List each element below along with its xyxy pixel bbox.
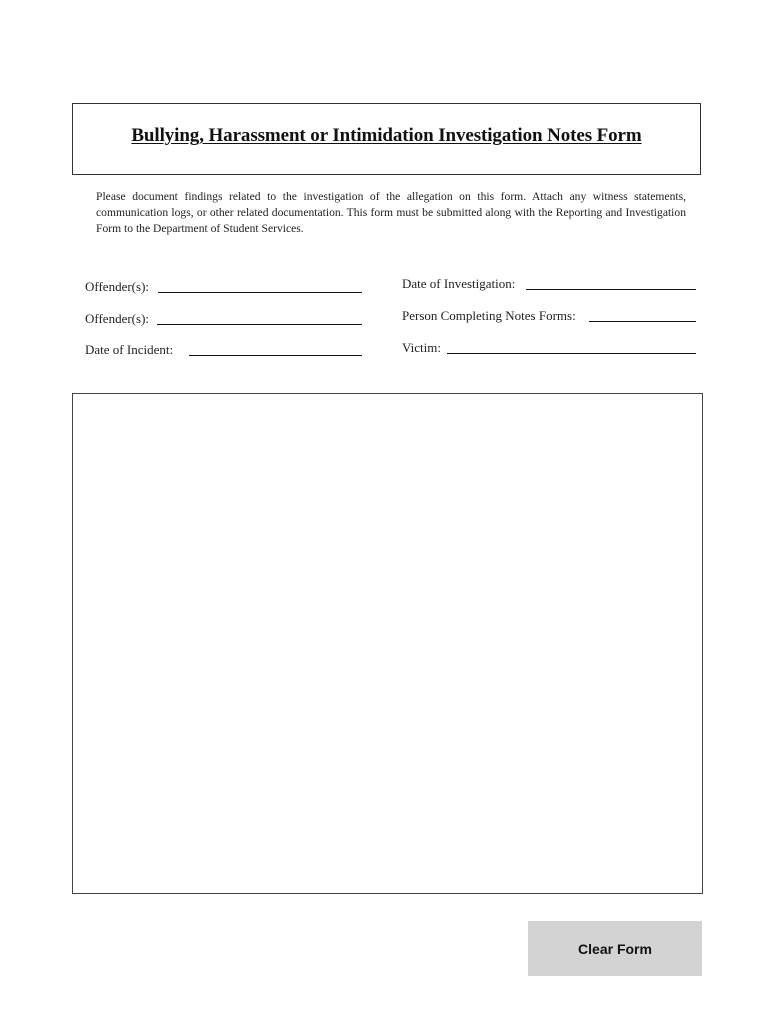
- form-title: Bullying, Harassment or Intimidation Investigation Notes Form: [131, 125, 642, 146]
- offender-2-label: Offender(s):: [85, 311, 150, 326]
- investigation-notes-textarea[interactable]: [72, 393, 703, 894]
- date-of-incident-label: Date of Incident:: [85, 342, 174, 357]
- offender-1-input[interactable]: [158, 277, 362, 293]
- date-of-incident-input[interactable]: [189, 340, 362, 356]
- form-instructions: Please document findings related to the investigation of the allegation on this form. Attach any witness statements, communication logs, or other related documentation. This form must be submitted along with the Reporting and Investigation Form to the Department of Student Services.: [96, 190, 686, 235]
- victim-input[interactable]: [447, 338, 696, 354]
- date-of-investigation-label: Date of Investigation:: [402, 276, 516, 291]
- victim-label: Victim:: [402, 340, 441, 355]
- person-completing-label: Person Completing Notes Forms:: [402, 308, 576, 323]
- offender-1-label: Offender(s):: [85, 279, 150, 294]
- date-of-investigation-input[interactable]: [526, 274, 696, 290]
- title-box: [72, 103, 701, 175]
- offender-2-input[interactable]: [157, 309, 362, 325]
- clear-form-button[interactable]: Clear Form: [528, 921, 702, 976]
- person-completing-input[interactable]: [589, 306, 696, 322]
